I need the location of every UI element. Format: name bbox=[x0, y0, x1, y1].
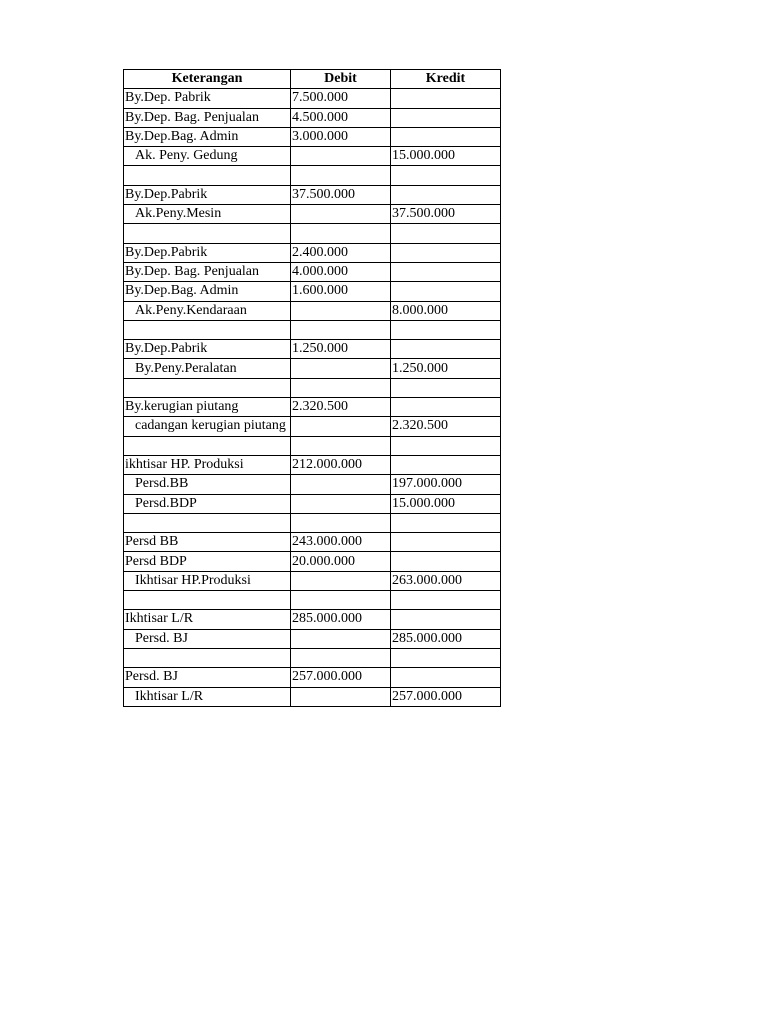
row-debit bbox=[291, 571, 391, 590]
row-debit bbox=[291, 475, 391, 494]
header-credit: Kredit bbox=[391, 70, 501, 89]
row-description: By.Dep. Bag. Penjualan bbox=[124, 262, 291, 281]
row-description: cadangan kerugian piutang bbox=[124, 417, 291, 436]
row-description: Ak.Peny.Mesin bbox=[124, 205, 291, 224]
row-debit bbox=[291, 147, 391, 166]
row-credit bbox=[391, 108, 501, 127]
header-debit: Debit bbox=[291, 70, 391, 89]
table-row bbox=[124, 417, 501, 436]
row-description: By.Dep.Pabrik bbox=[124, 185, 291, 204]
row-credit bbox=[391, 398, 501, 417]
row-description bbox=[124, 513, 291, 532]
row-description bbox=[124, 648, 291, 667]
row-description: Persd. BJ bbox=[124, 668, 291, 687]
table-row bbox=[124, 320, 501, 339]
row-credit bbox=[391, 648, 501, 667]
row-debit bbox=[291, 436, 391, 455]
row-debit bbox=[291, 359, 391, 378]
row-credit: 37.500.000 bbox=[391, 205, 501, 224]
table-row bbox=[124, 205, 501, 224]
table-row bbox=[124, 571, 501, 590]
row-description bbox=[124, 166, 291, 185]
table-row bbox=[124, 533, 501, 552]
table-row bbox=[124, 89, 501, 108]
row-description: Ikhtisar L/R bbox=[124, 687, 291, 706]
row-credit bbox=[391, 262, 501, 281]
row-credit bbox=[391, 455, 501, 474]
row-description bbox=[124, 436, 291, 455]
row-credit: 2.320.500 bbox=[391, 417, 501, 436]
table-row bbox=[124, 185, 501, 204]
row-description: By.Dep.Pabrik bbox=[124, 243, 291, 262]
header-description: Keterangan bbox=[124, 70, 291, 89]
row-credit bbox=[391, 513, 501, 532]
row-credit bbox=[391, 166, 501, 185]
journal-table bbox=[123, 69, 501, 707]
row-debit: 285.000.000 bbox=[291, 610, 391, 629]
row-credit: 15.000.000 bbox=[391, 494, 501, 513]
row-credit: 8.000.000 bbox=[391, 301, 501, 320]
row-debit: 1.600.000 bbox=[291, 282, 391, 301]
row-description: Persd BB bbox=[124, 533, 291, 552]
table-row bbox=[124, 127, 501, 146]
table-body bbox=[124, 89, 501, 707]
row-credit: 263.000.000 bbox=[391, 571, 501, 590]
row-debit bbox=[291, 591, 391, 610]
table-row bbox=[124, 648, 501, 667]
row-debit: 212.000.000 bbox=[291, 455, 391, 474]
row-description: Persd. BJ bbox=[124, 629, 291, 648]
table-row bbox=[124, 378, 501, 397]
table-row bbox=[124, 398, 501, 417]
row-credit: 257.000.000 bbox=[391, 687, 501, 706]
row-debit: 2.320.500 bbox=[291, 398, 391, 417]
row-debit bbox=[291, 378, 391, 397]
row-description: Ikhtisar L/R bbox=[124, 610, 291, 629]
row-credit: 197.000.000 bbox=[391, 475, 501, 494]
row-debit bbox=[291, 687, 391, 706]
row-debit bbox=[291, 224, 391, 243]
row-debit bbox=[291, 513, 391, 532]
row-credit bbox=[391, 552, 501, 571]
table-header bbox=[124, 70, 501, 89]
table-row bbox=[124, 108, 501, 127]
row-credit bbox=[391, 340, 501, 359]
row-debit bbox=[291, 494, 391, 513]
row-description: Ak. Peny. Gedung bbox=[124, 147, 291, 166]
row-credit bbox=[391, 320, 501, 339]
table-row bbox=[124, 610, 501, 629]
row-credit bbox=[391, 127, 501, 146]
row-description: By.Dep.Bag. Admin bbox=[124, 127, 291, 146]
row-debit bbox=[291, 166, 391, 185]
row-description: ikhtisar HP. Produksi bbox=[124, 455, 291, 474]
table-row bbox=[124, 494, 501, 513]
table-row bbox=[124, 166, 501, 185]
row-credit bbox=[391, 89, 501, 108]
row-credit bbox=[391, 591, 501, 610]
header-row bbox=[124, 70, 501, 89]
row-credit bbox=[391, 282, 501, 301]
row-description: By.Dep. Bag. Penjualan bbox=[124, 108, 291, 127]
row-credit bbox=[391, 224, 501, 243]
row-debit: 243.000.000 bbox=[291, 533, 391, 552]
row-credit bbox=[391, 668, 501, 687]
table-row bbox=[124, 147, 501, 166]
row-description: By.Dep.Bag. Admin bbox=[124, 282, 291, 301]
table-row bbox=[124, 591, 501, 610]
table-row bbox=[124, 552, 501, 571]
row-description: Ak.Peny.Kendaraan bbox=[124, 301, 291, 320]
row-description: By.Dep.Pabrik bbox=[124, 340, 291, 359]
row-description: By.Dep. Pabrik bbox=[124, 89, 291, 108]
table-row bbox=[124, 282, 501, 301]
row-description: Ikhtisar HP.Produksi bbox=[124, 571, 291, 590]
table-row bbox=[124, 513, 501, 532]
row-credit bbox=[391, 533, 501, 552]
table-row bbox=[124, 687, 501, 706]
row-description: Persd BDP bbox=[124, 552, 291, 571]
table-row bbox=[124, 359, 501, 378]
row-credit: 1.250.000 bbox=[391, 359, 501, 378]
row-description: Persd.BB bbox=[124, 475, 291, 494]
row-description: By.kerugian piutang bbox=[124, 398, 291, 417]
row-debit bbox=[291, 301, 391, 320]
row-debit: 7.500.000 bbox=[291, 89, 391, 108]
row-debit: 20.000.000 bbox=[291, 552, 391, 571]
row-debit: 4.500.000 bbox=[291, 108, 391, 127]
row-debit: 4.000.000 bbox=[291, 262, 391, 281]
row-description bbox=[124, 320, 291, 339]
table-row bbox=[124, 224, 501, 243]
row-debit: 257.000.000 bbox=[291, 668, 391, 687]
row-description bbox=[124, 378, 291, 397]
row-description bbox=[124, 591, 291, 610]
table-row bbox=[124, 301, 501, 320]
row-debit bbox=[291, 205, 391, 224]
table-row bbox=[124, 668, 501, 687]
row-credit: 15.000.000 bbox=[391, 147, 501, 166]
row-description: Persd.BDP bbox=[124, 494, 291, 513]
row-credit bbox=[391, 243, 501, 262]
table-row bbox=[124, 262, 501, 281]
row-credit: 285.000.000 bbox=[391, 629, 501, 648]
row-debit bbox=[291, 417, 391, 436]
row-credit bbox=[391, 436, 501, 455]
table-row bbox=[124, 475, 501, 494]
table-row bbox=[124, 629, 501, 648]
row-debit: 2.400.000 bbox=[291, 243, 391, 262]
table-row bbox=[124, 455, 501, 474]
row-debit: 37.500.000 bbox=[291, 185, 391, 204]
row-debit: 3.000.000 bbox=[291, 127, 391, 146]
row-debit bbox=[291, 320, 391, 339]
row-credit bbox=[391, 378, 501, 397]
row-credit bbox=[391, 185, 501, 204]
row-description: By.Peny.Peralatan bbox=[124, 359, 291, 378]
table-row bbox=[124, 436, 501, 455]
row-debit: 1.250.000 bbox=[291, 340, 391, 359]
row-debit bbox=[291, 629, 391, 648]
table-row bbox=[124, 243, 501, 262]
row-description bbox=[124, 224, 291, 243]
table-row bbox=[124, 340, 501, 359]
row-debit bbox=[291, 648, 391, 667]
row-credit bbox=[391, 610, 501, 629]
